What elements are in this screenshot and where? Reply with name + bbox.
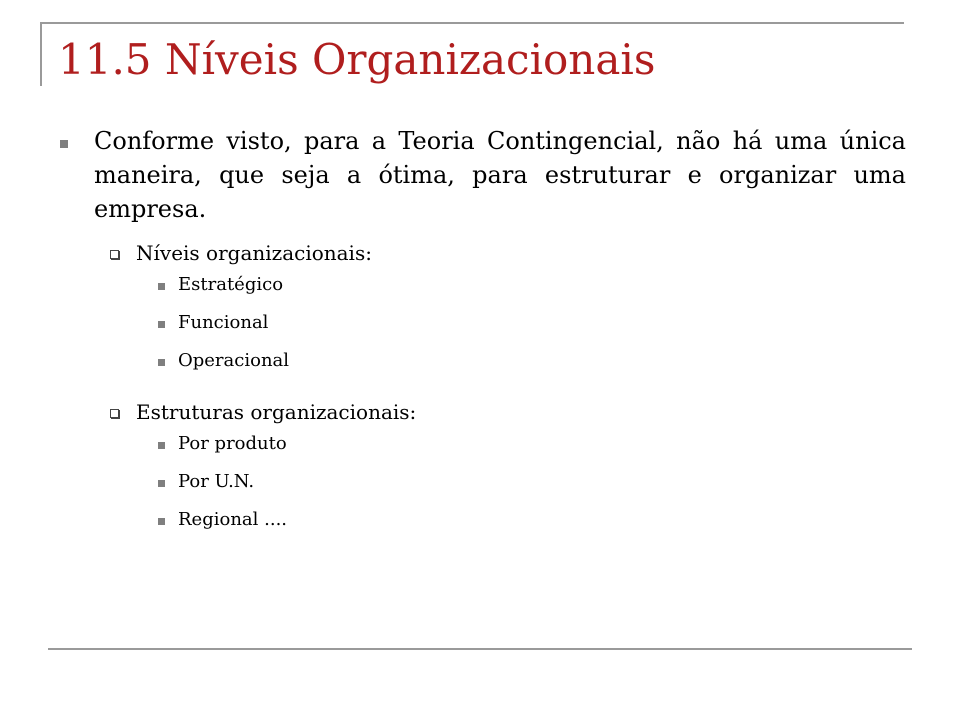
list-item-label: Funcional bbox=[178, 312, 269, 333]
group-levels-label: Níveis organizacionais: bbox=[136, 241, 372, 265]
square-bullet-icon bbox=[158, 359, 165, 366]
list-item bbox=[56, 309, 906, 347]
group-levels-items bbox=[56, 271, 906, 385]
list-item-label: Estratégico bbox=[178, 274, 284, 295]
list-item-label: Por produto bbox=[178, 433, 287, 454]
main-point-text: Conforme visto, para a Teoria Contingencial, não há uma única maneira, que seja a ótima, para estruturar e organizar uma empresa. bbox=[94, 127, 906, 223]
square-bullet-icon bbox=[158, 480, 165, 487]
list-item bbox=[56, 506, 906, 544]
list-item bbox=[56, 468, 906, 506]
square-bullet-icon bbox=[158, 442, 165, 449]
square-bullet-icon bbox=[158, 283, 165, 290]
list-item bbox=[56, 271, 906, 309]
list-item bbox=[56, 430, 906, 468]
list-item bbox=[56, 347, 906, 385]
list-item-label: Operacional bbox=[178, 350, 290, 371]
frame-bottom-line bbox=[48, 648, 912, 650]
frame-top-line bbox=[40, 22, 904, 24]
hollow-square-bullet-icon bbox=[110, 409, 119, 418]
slide-content bbox=[56, 124, 906, 544]
group-levels bbox=[56, 239, 906, 267]
group-structures-label: Estruturas organizacionais: bbox=[136, 400, 417, 424]
square-bullet-icon bbox=[158, 518, 165, 525]
square-bullet-icon bbox=[60, 140, 68, 148]
slide-title: 11.5 Níveis Organizacionais bbox=[58, 35, 656, 84]
list-item-label: Por U.N. bbox=[178, 471, 255, 492]
main-bullet bbox=[56, 124, 906, 226]
list-item-label: Regional .... bbox=[178, 509, 288, 530]
frame-left-line bbox=[40, 22, 42, 86]
square-bullet-icon bbox=[158, 321, 165, 328]
hollow-square-bullet-icon bbox=[110, 250, 119, 259]
group-structures-items bbox=[56, 430, 906, 544]
group-structures bbox=[56, 398, 906, 426]
